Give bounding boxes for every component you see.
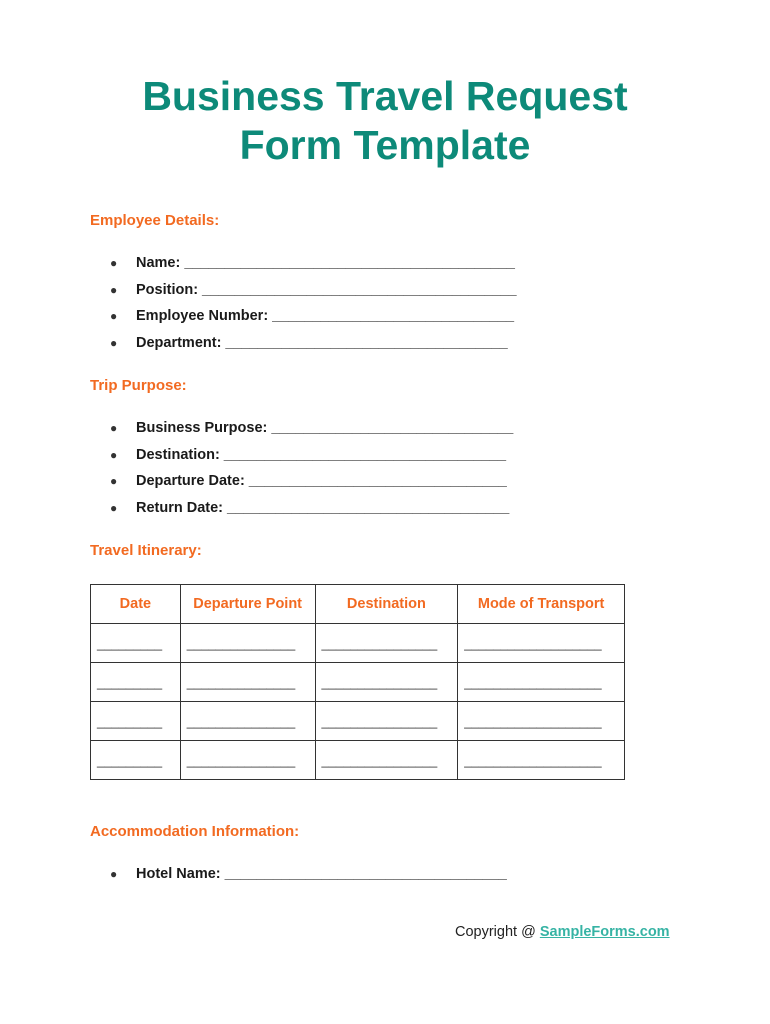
table-cell: ___________________ — [458, 663, 625, 702]
column-header-destination: Destination — [315, 585, 458, 624]
bullet-icon: ● — [110, 421, 118, 435]
page-title — [0, 72, 770, 170]
table-cell: ___________________ — [458, 741, 625, 780]
table-cell: _______________ — [180, 702, 315, 741]
title-line-2: Form Template — [239, 122, 531, 168]
bullet-icon: ● — [110, 256, 118, 270]
bullet-icon: ● — [110, 474, 118, 489]
table-row — [91, 702, 625, 741]
table-cell: ________________ — [315, 741, 458, 780]
table-cell: _______________ — [180, 741, 315, 780]
table-cell: _________ — [91, 702, 181, 741]
field-return-date: Return Date: ___________________________________ — [136, 500, 510, 517]
section-heading-employee-details: Employee Details: — [90, 212, 220, 229]
table-cell: ________________ — [315, 663, 458, 702]
field-name: Name: _________________________________________ — [136, 255, 515, 271]
table-cell: _______________ — [180, 663, 315, 702]
table-cell: ___________________ — [458, 624, 625, 663]
table-cell: ________________ — [315, 702, 458, 741]
bullet-icon: ● — [110, 501, 118, 516]
section-heading-travel-itinerary: Travel Itinerary: — [90, 542, 202, 559]
table-row — [91, 741, 625, 780]
bullet-icon: ● — [110, 282, 118, 297]
table-header-row — [91, 585, 625, 624]
section-heading-trip-purpose: Trip Purpose: — [90, 377, 187, 394]
sampleforms-link[interactable]: SampleForms.com — [539, 924, 670, 940]
section-heading-accommodation: Accommodation Information: — [90, 823, 300, 840]
table-cell: _________ — [91, 663, 181, 702]
field-hotel-name: Hotel Name: ___________________________________ — [136, 866, 507, 882]
table-row — [91, 663, 625, 702]
bullet-icon: ● — [110, 336, 118, 351]
table-cell: ___________________ — [458, 702, 625, 741]
column-header-mode-of-transport: Mode of Transport — [458, 585, 625, 624]
field-departure-date: Departure Date: ________________________________ — [136, 473, 507, 490]
table-cell: ________________ — [315, 624, 458, 663]
title-line-1: Business Travel Request — [142, 73, 628, 119]
column-header-date: Date — [91, 585, 181, 624]
copyright-prefix: Copyright @ — [455, 924, 540, 940]
bullet-icon: ● — [110, 867, 118, 881]
field-department: Department: ___________________________________ — [136, 335, 508, 352]
column-header-departure-point: Departure Point — [180, 585, 315, 624]
field-business-purpose: Business Purpose: ______________________________ — [136, 420, 514, 436]
table-cell: _________ — [91, 624, 181, 663]
field-destination: Destination: ___________________________________ — [136, 446, 507, 463]
table-cell: _______________ — [180, 624, 315, 663]
itinerary-table — [90, 584, 625, 780]
table-row — [91, 624, 625, 663]
bullet-icon: ● — [110, 447, 118, 462]
copyright-notice — [455, 924, 670, 940]
bullet-icon: ● — [110, 309, 118, 324]
field-position: Position: _______________________________________ — [136, 281, 517, 298]
field-employee-number: Employee Number: ______________________________ — [136, 308, 515, 325]
table-cell: _________ — [91, 741, 181, 780]
